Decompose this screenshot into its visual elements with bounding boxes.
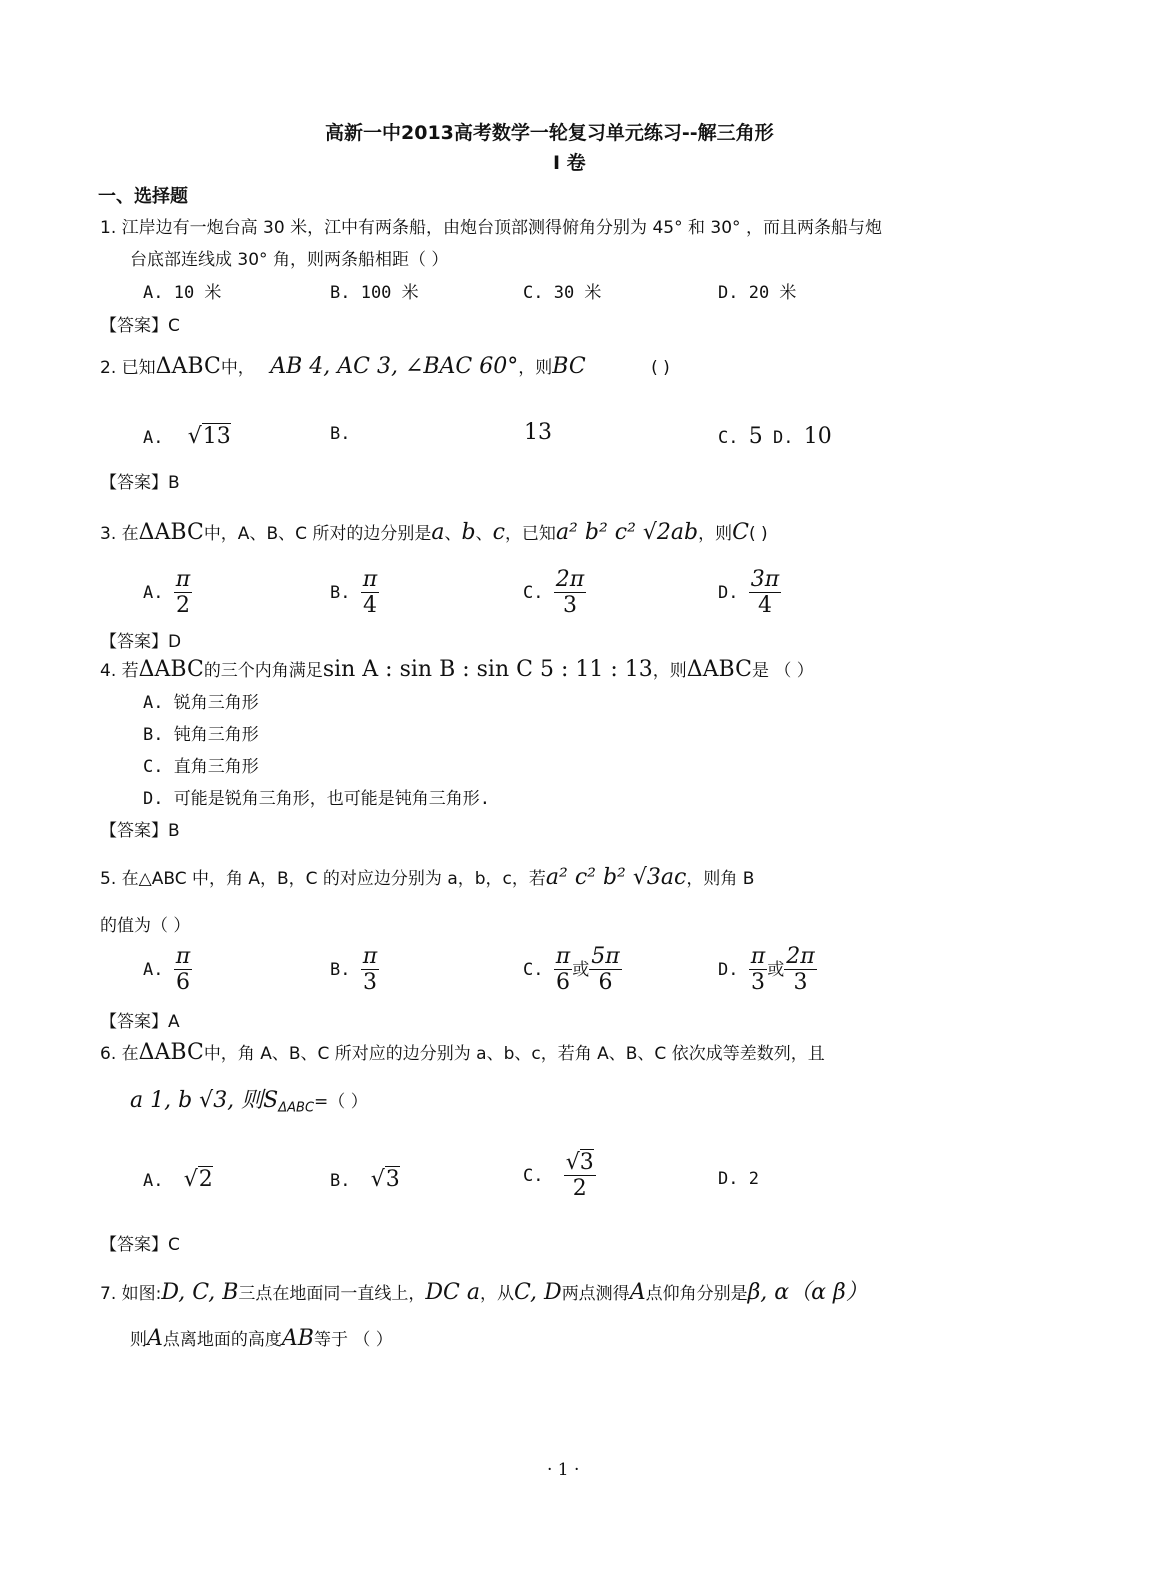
question-1-option-b: B. 100 米 [330,283,419,303]
fraction [174,567,192,619]
question-1-option-c: C. 30 米 [523,283,602,303]
numerator: π [175,567,191,592]
option-letter: B. [330,1171,351,1191]
question-4-text-3: 是 （ ） [751,661,814,681]
question-3-answer [100,627,181,652]
question-6-option-a [143,1167,213,1192]
question-1-line-2: 台底部连线成 30° 角，则两条船相距（ ） [130,250,449,270]
option-letter: B. [330,582,351,603]
question-6-lead: 6. 在 [100,1044,139,1064]
question-6-equals: =（ ） [314,1092,368,1112]
question-1-option-a: A. 10 米 [143,283,222,303]
question-7-point-a: A [629,1280,646,1305]
question-6-line-2 [130,1083,368,1115]
answer-label: 【答案】 [100,316,168,336]
option-value: 5 [748,424,763,449]
question-6-subscript: ΔABC [278,1100,315,1116]
question-1-answer [100,311,180,336]
question-3-paren: ( ) [748,524,768,544]
question-5-option-c [523,944,622,996]
question-5-line-2: 的值为（ ） [100,916,191,936]
fraction-5pi-6: $\frac{5\pi}{6}$ [591,944,620,996]
answer-label: 【答案】 [100,821,168,841]
question-3-lead: 3. 在 [100,524,139,544]
option-letter: A. [143,428,164,448]
question-2-triangle: ΔABC [155,354,221,379]
question-6-triangle: ΔABC [138,1040,204,1065]
option-letter: B. [330,959,351,980]
question-4-answer [100,816,180,841]
question-5-tail: ，则角 B [686,869,755,889]
question-1-line-1: 1. 江岸边有一炮台高 30 米，江中有两条船，由炮台顶部测得俯角分别为 45° 和 30° ，而且两条船与炮 [100,218,882,238]
question-7-text-4: 点仰角分别是 [645,1284,748,1304]
page-number: · 1 · [547,1460,580,1480]
question-2-expression: AB 4, AC 3, ∠BAC 60° [270,354,519,379]
question-7-stem [100,1275,868,1306]
answer-label: 【答案】 [100,1235,168,1255]
question-3-text-1: 中，A、B、C 所对的边分别是 [203,524,432,544]
or-word: 或 [572,959,590,980]
question-2-option-c [718,424,832,449]
question-3-text-3: ，则 [698,524,733,544]
answer-label: 【答案】 [100,1012,168,1032]
question-4-lead: 4. 若 [100,661,139,681]
question-2-option-b: B. [330,424,351,444]
question-4-option-a: A. 锐角三角形 [143,693,259,713]
question-7-dc: DC a [425,1280,480,1305]
question-4-stem [100,656,814,682]
sqrt-2: √2 [183,1167,213,1192]
question-7-text-1: 三点在地面同一直线上， [238,1284,426,1304]
fraction [554,567,586,619]
question-6-option-b [330,1167,400,1192]
question-2-answer [100,468,180,493]
question-3-stem: 3. 在ΔABC中，A、B、C 所对的边分别是a、b、c，已知a² b² c² √2ab，则C( ) [100,520,768,545]
question-5-option-d [718,944,817,996]
question-1-option-d: D. 20 米 [718,283,797,303]
question-7-line-2 [130,1325,393,1351]
question-4-expression: sin A : sin B : sin C 5 : 11 : 13 [322,657,653,682]
answer-label: 【答案】 [100,632,168,652]
numerator: 2π [555,567,585,592]
question-2-stem [100,353,670,379]
question-5-option-a [143,944,192,996]
fraction-2pi-3: $\frac{2\pi}{3}$ [786,944,815,996]
question-3-triangle: ΔABC [138,520,204,545]
question-3-option-d [718,567,781,619]
question-7-line-2c: 等于 （ ） [313,1330,393,1350]
question-3-option-a [143,567,192,619]
page-subtitle: I 卷 [553,152,586,174]
option-letter: A. [143,582,164,603]
question-4-triangle-2: ΔABC [686,657,752,682]
question-7-point-a-2: A [147,1326,163,1351]
question-2-mid: ，则 [518,358,553,378]
var-c: c [492,520,505,545]
option-letter: C. [523,959,544,980]
question-4-option-c: C. 直角三角形 [143,757,259,777]
question-5-answer [100,1007,180,1032]
question-2-paren: ( ) [651,358,670,378]
question-7-points: D, C, B [161,1280,239,1305]
answer-label: 【答案】 [100,473,168,493]
question-3-option-b [330,567,379,619]
question-7-cd: C, D [514,1280,562,1305]
var-C: C [732,520,749,545]
option-letter: A. [143,1171,164,1191]
question-5-expression: a² c² b² √3ac [545,865,687,890]
var-a: a [431,520,445,545]
question-7-line-2b: 点离地面的高度 [162,1330,282,1350]
question-6-text-1: 中，角 A、B、C 所对应的边分别为 a、b、c，若角 A、B、C 依次成等差数列，且 [203,1044,825,1064]
question-6-answer [100,1230,180,1255]
question-2-option-b-value: 13 [524,420,552,445]
denominator: 4 [757,593,772,619]
answer-value: C [168,316,180,336]
question-4-triangle: ΔABC [138,657,204,682]
or-word: 或 [767,959,785,980]
question-5-lead: 5. 在△ABC 中，角 A，B，C 的对应边分别为 a，b，c，若 [100,869,546,889]
fraction [361,567,379,619]
fraction-pi-3: $\frac{\pi}{3}$ [750,944,766,996]
option-letter: A. [143,959,164,980]
answer-value: B [168,821,180,841]
fraction-pi-6: $\frac{\pi}{6}$ [555,944,571,996]
question-5-option-b [330,944,379,996]
numerator: 3π [750,567,780,592]
option-letter: D. [718,959,739,980]
question-4-option-b: B. 钝角三角形 [143,725,259,745]
question-4-option-d: D. 可能是锐角三角形，也可能是钝角三角形. [143,789,490,809]
question-6-option-d: D. 2 [718,1169,759,1189]
question-3-text-2: ，已知 [504,524,556,544]
option-letter: C. [523,1165,544,1186]
fraction-pi-6: $\frac{\pi}{6}$ [175,944,191,996]
denominator: 4 [362,593,377,619]
option-letter: D. [718,582,739,603]
page-title: 高新一中2013高考数学一轮复习单元练习--解三角形 [325,122,774,144]
option-letter: C. [523,582,544,603]
question-6-expression: a 1, b √3, 则S [130,1088,279,1113]
question-4-text-2: ，则 [652,661,687,681]
question-2-lead: 2. 已知 [100,358,156,378]
denominator: 2 [175,593,190,619]
question-7-text-2: ，从 [480,1284,514,1304]
question-3-option-c [523,567,586,619]
question-7-angles: β, α（α β） [747,1280,868,1305]
question-2-stem-tail: 中， [220,358,255,378]
question-7-lead: 7. 如图: [100,1284,162,1304]
option-letter: D. [772,428,794,448]
option-letter: C. [718,428,739,448]
question-7-text-3: 两点测得 [561,1284,630,1304]
answer-value: D [168,632,182,652]
sqrt-3: √3 [370,1167,400,1192]
fraction-sqrt3-2: $\frac{√3}{2}$ [565,1150,594,1202]
answer-value: A [168,1012,180,1032]
question-7-ab: AB [281,1326,314,1351]
question-2-bc: BC [552,354,586,379]
answer-value: B [168,473,180,493]
question-6-stem [100,1039,825,1065]
option-value: 10 [803,424,832,449]
question-6-option-c [523,1150,596,1202]
fraction [749,567,781,619]
radicand: 13 [202,424,231,449]
question-7-line-2a: 则 [130,1330,147,1350]
fraction-pi-3: $\frac{\pi}{3}$ [362,944,378,996]
question-3-expression: a² b² c² √2ab [555,520,699,545]
sqrt-13: √13 [187,424,231,449]
section-heading: 一、选择题 [98,186,188,207]
question-5-stem [100,864,754,890]
answer-value: C [168,1235,180,1255]
question-2-option-a [143,424,231,449]
question-4-text-1: 的三个内角满足 [203,661,323,681]
denominator: 3 [562,593,577,619]
var-b: b [461,520,476,545]
numerator: π [362,567,378,592]
